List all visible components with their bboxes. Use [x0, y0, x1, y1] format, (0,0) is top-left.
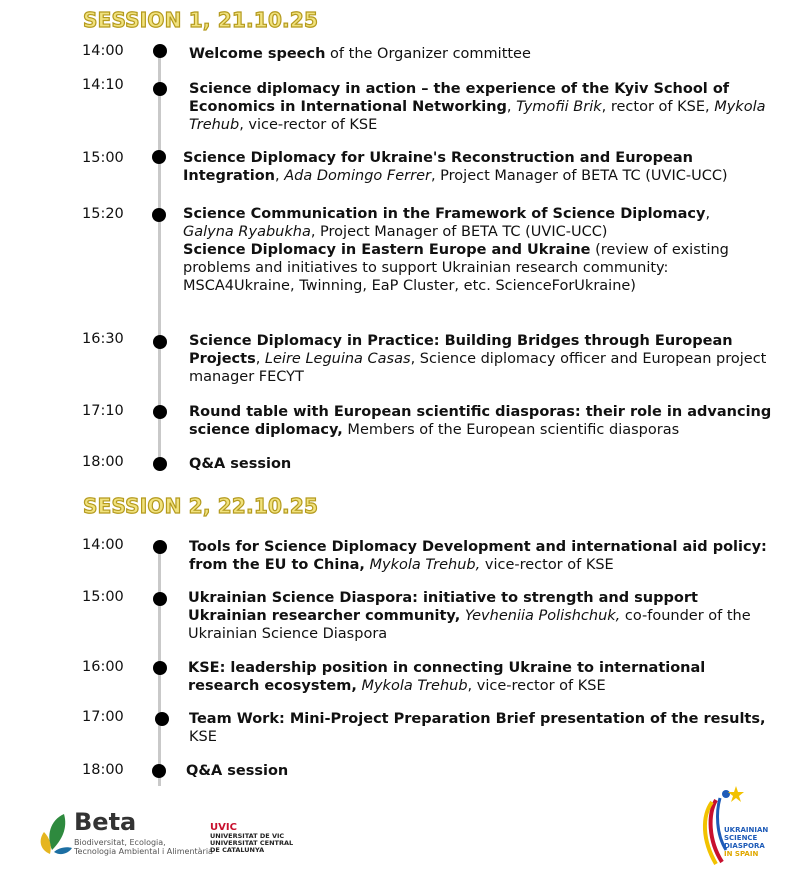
timeline-dot: [153, 661, 167, 675]
timeline-dot: [153, 82, 167, 96]
agenda-item: Science diplomacy in action – the experience of the Kyiv School of Economics in International Networking, Tymofii Brik, rector of KSE, Mykola Trehub, vice-rector of KSE: [189, 81, 766, 133]
agenda-item: Ukrainian Science Diaspora: initiative to strength and support Ukrainian researcher community, Yevheniia Polishchuk, co-founder of the Ukrainian Science Diaspora: [188, 590, 751, 642]
time-label: 15:20: [82, 206, 124, 222]
time-label: 14:00: [82, 43, 124, 59]
timeline-dot: [153, 405, 167, 419]
ukrainian-science-diaspora-logo: [690, 780, 770, 872]
uvic-mark: UVIC: [210, 822, 237, 833]
agenda-item: Team Work: Mini-Project Preparation Brief presentation of the results, KSE: [189, 711, 766, 745]
timeline-dot: [152, 764, 166, 778]
timeline-dot: [152, 150, 166, 164]
uvic-logo: [210, 822, 310, 862]
beta-logo: [36, 808, 213, 860]
time-label: 16:30: [82, 331, 124, 347]
timeline-dot: [153, 592, 167, 606]
agenda-item: Round table with European scientific diasporas: their role in advancing science diplomacy, Members of the European scientific diasporas: [189, 404, 772, 438]
agenda-item: Science Diplomacy in Practice: Building Bridges through European Projects, Leire Leguina Casas, Science diplomacy officer and European project manager FECYT: [189, 333, 767, 385]
timeline-dot: [155, 712, 169, 726]
agenda-item: Tools for Science Diplomacy Development and international aid policy: from the EU to China, Mykola Trehub, vice-rector of KSE: [189, 539, 767, 573]
agenda-item: Q&A session: [186, 763, 289, 779]
timeline-dot: [153, 457, 167, 471]
agenda-item: Q&A session: [189, 456, 292, 472]
agenda-item: Science Diplomacy for Ukraine's Reconstruction and European Integration, Ada Domingo Ferrer, Project Manager of BETA TC (UVIC-UCC): [183, 150, 728, 184]
time-label: 15:00: [82, 589, 124, 605]
session-1-title: SESSION 1, 21.10.25: [83, 8, 319, 32]
time-label: 18:00: [82, 454, 124, 470]
time-label: 17:10: [82, 403, 124, 419]
session-2-title: SESSION 2, 22.10.25: [83, 494, 319, 518]
diaspora-text: UKRAINIAN SCIENCE DIASPORA IN SPAIN: [724, 826, 769, 858]
uvic-text: UNIVERSITAT DE VIC UNIVERSITAT CENTRAL DE CATALUNYA: [210, 832, 294, 854]
beta-wordmark: Beta: [74, 808, 137, 836]
time-label: 15:00: [82, 150, 124, 166]
time-label: 14:00: [82, 537, 124, 553]
agenda-item: Science Communication in the Framework of Science Diplomacy, Galyna Ryabukha, Project Manager of BETA TC (UVIC-UCC) Science Diplomacy in Eastern Europe and Ukraine (review of existing problems and initiatives to support Ukrainian research community: MSCA4Ukraine, Twinning, EaP Cluster, etc. ScienceForUkraine): [183, 206, 729, 294]
beta-subtitle: Biodiversitat, Ecologia, Tecnologia Ambiental i Alimentària: [74, 838, 213, 856]
time-label: 17:00: [82, 709, 124, 725]
time-label: 18:00: [82, 762, 124, 778]
agenda-item: Welcome speech of the Organizer committee: [189, 46, 531, 62]
timeline-dot: [153, 44, 167, 58]
timeline-dot: [152, 208, 166, 222]
agenda-item: KSE: leadership position in connecting Ukraine to international research ecosystem, Mykola Trehub, vice-rector of KSE: [188, 660, 706, 694]
time-label: 16:00: [82, 659, 124, 675]
leaf-icon: [36, 810, 76, 856]
timeline-dot: [153, 540, 167, 554]
timeline-dot: [153, 335, 167, 349]
time-label: 14:10: [82, 77, 124, 93]
